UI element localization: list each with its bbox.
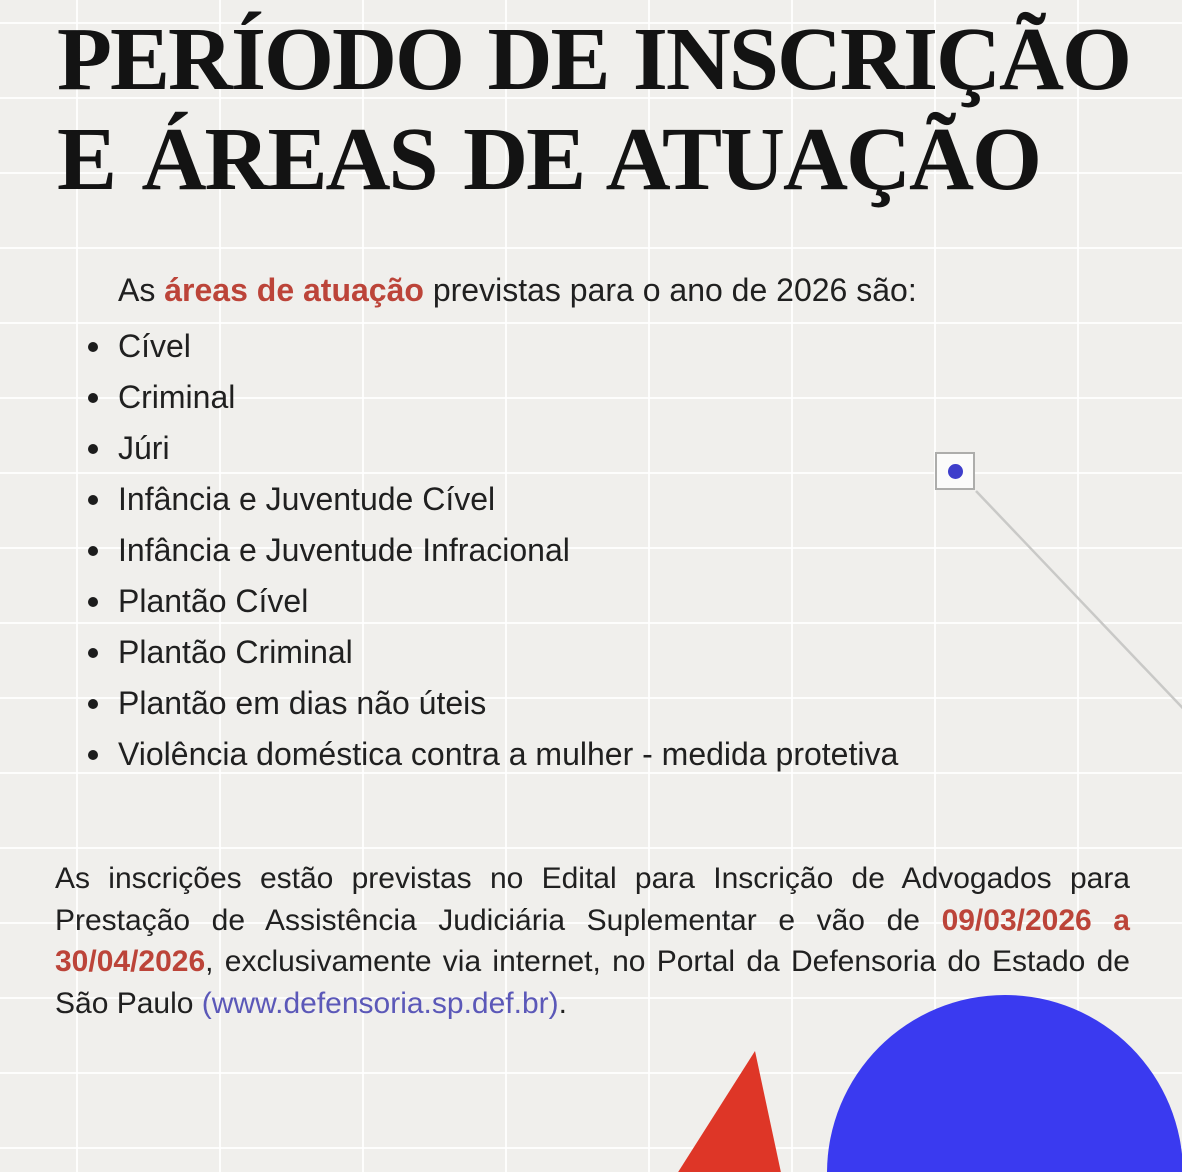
intro-sentence (118, 270, 917, 310)
intro-prefix: As (118, 272, 165, 308)
list-item (88, 525, 898, 576)
bullet-icon (88, 597, 98, 607)
date-range: 09/03/2026 a 30/04/2026 (55, 903, 1130, 978)
list-item (88, 678, 898, 729)
area-label: Violência doméstica contra a mulher - medida protetiva (118, 736, 899, 772)
page-title (57, 10, 1130, 210)
paragraph-part1: As inscrições estão previstas no Edital para Inscrição de Advogados para Prestação de Assistência Judiciária Suplementar e vão de (55, 862, 1130, 937)
list-item (88, 576, 898, 627)
title-line-1 (57, 10, 1130, 110)
area-label: Infância e Juventude Cível (118, 481, 496, 517)
bullet-icon (88, 444, 98, 454)
list-item (88, 474, 898, 525)
area-label: Cível (118, 328, 191, 364)
intro-highlight: áreas de atuação (164, 272, 424, 308)
bullet-icon (88, 750, 98, 760)
paragraph-part2: , exclusivamente via internet, no Portal da Defensoria do Estado de São Paulo (55, 945, 1130, 1020)
title-word: DE (487, 10, 609, 109)
area-label: Plantão em dias não úteis (118, 685, 487, 721)
bullet-icon (88, 699, 98, 709)
registration-paragraph (55, 858, 1130, 1024)
area-label: Júri (118, 430, 170, 466)
title-word: INSCRIÇÃO (632, 10, 1130, 109)
list-item (88, 423, 898, 474)
defensoria-link[interactable]: (www.defensoria.sp.def.br) (201, 986, 559, 1020)
list-item (88, 321, 898, 372)
area-label: Plantão Cível (118, 583, 309, 619)
paragraph-part3: . (558, 986, 567, 1020)
marker-square[interactable] (935, 452, 975, 490)
area-label: Infância e Juventude Infracional (118, 532, 570, 568)
red-triangle-shape (654, 1051, 789, 1172)
title-word: PERÍODO (57, 10, 464, 109)
list-item (88, 729, 898, 780)
title-line-2: E ÁREAS DE ATUAÇÃO (57, 110, 1040, 209)
list-item (88, 627, 898, 678)
connector-line (976, 491, 1182, 722)
bullet-icon (88, 546, 98, 556)
bullet-icon (88, 648, 98, 658)
list-item (88, 372, 898, 423)
intro-suffix: previstas para o ano de 2026 são: (423, 272, 917, 308)
bullet-icon (88, 342, 98, 352)
area-label: Criminal (118, 379, 236, 415)
blue-dot-icon (948, 464, 963, 479)
bullet-icon (88, 495, 98, 505)
area-label: Plantão Criminal (118, 634, 353, 670)
areas-list (88, 321, 898, 780)
bullet-icon (88, 393, 98, 403)
